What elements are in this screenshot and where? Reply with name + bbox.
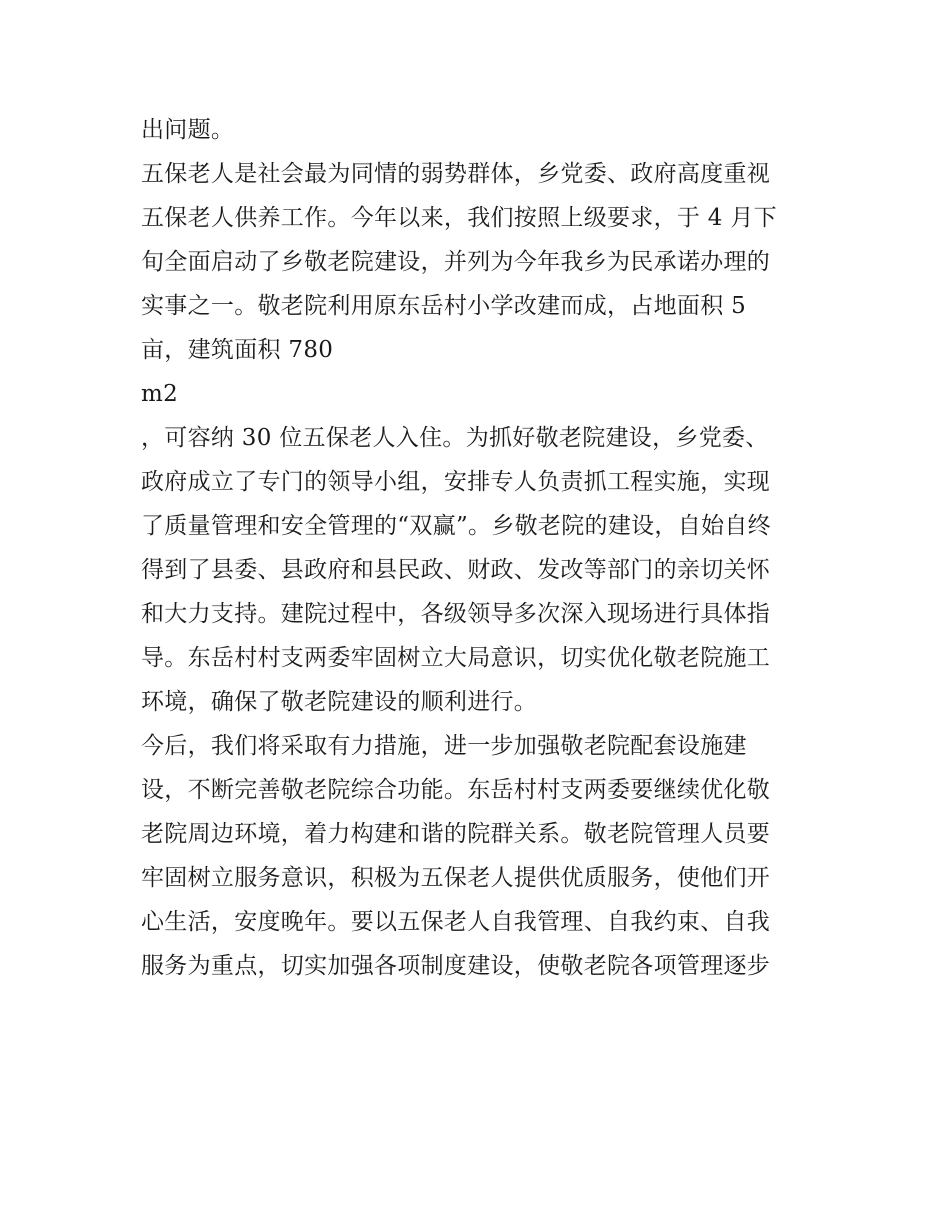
text-line: 五保老人供养工作。今年以来，我们按照上级要求，于 4 月下	[141, 205, 777, 231]
text-line: 今后，我们将采取有力措施，进一步加强敬老院配套设施建	[141, 733, 747, 759]
body-text	[141, 108, 821, 988]
text-line: ，可容纳 30 位五保老人入住。为抓好敬老院建设，乡党委、	[141, 425, 769, 451]
text-line: 心生活，安度晚年。要以五保老人自我管理、自我约束、自我	[141, 909, 771, 935]
text-line: 亩，建筑面积 780	[141, 337, 334, 363]
text-line: 政府成立了专门的领导小组，安排专人负责抓工程实施，实现	[141, 469, 771, 495]
text-line: 旬全面启动了乡敬老院建设，并列为今年我乡为民承诺办理的	[141, 249, 771, 275]
text-line: 老院周边环境，着力构建和谐的院群关系。敬老院管理人员要	[141, 821, 771, 847]
text-line: 出问题。	[141, 117, 235, 143]
text-line: 牢固树立服务意识，积极为五保老人提供优质服务，使他们开	[141, 865, 771, 891]
text-line: 设，不断完善敬老院综合功能。东岳村村支两委要继续优化敬	[141, 777, 771, 803]
text-line: 服务为重点，切实加强各项制度建设，使敬老院各项管理逐步	[141, 953, 771, 979]
text-line: 和大力支持。建院过程中，各级领导多次深入现场进行具体指	[141, 601, 771, 627]
text-line: 导。东岳村村支两委牢固树立大局意识，切实优化敬老院施工	[141, 645, 771, 671]
text-line: 了质量管理和安全管理的“双赢”。乡敬老院的建设，自始自终	[141, 513, 771, 539]
text-line: 环境，确保了敬老院建设的顺利进行。	[141, 689, 538, 715]
text-line: 实事之一。敬老院利用原东岳村小学改建而成，占地面积 5	[141, 293, 747, 319]
text-line: m2	[141, 381, 179, 407]
text-line: 得到了县委、县政府和县民政、财政、发改等部门的亲切关怀	[141, 557, 771, 583]
text-line: 五保老人是社会最为同情的弱势群体，乡党委、政府高度重视	[141, 161, 771, 187]
